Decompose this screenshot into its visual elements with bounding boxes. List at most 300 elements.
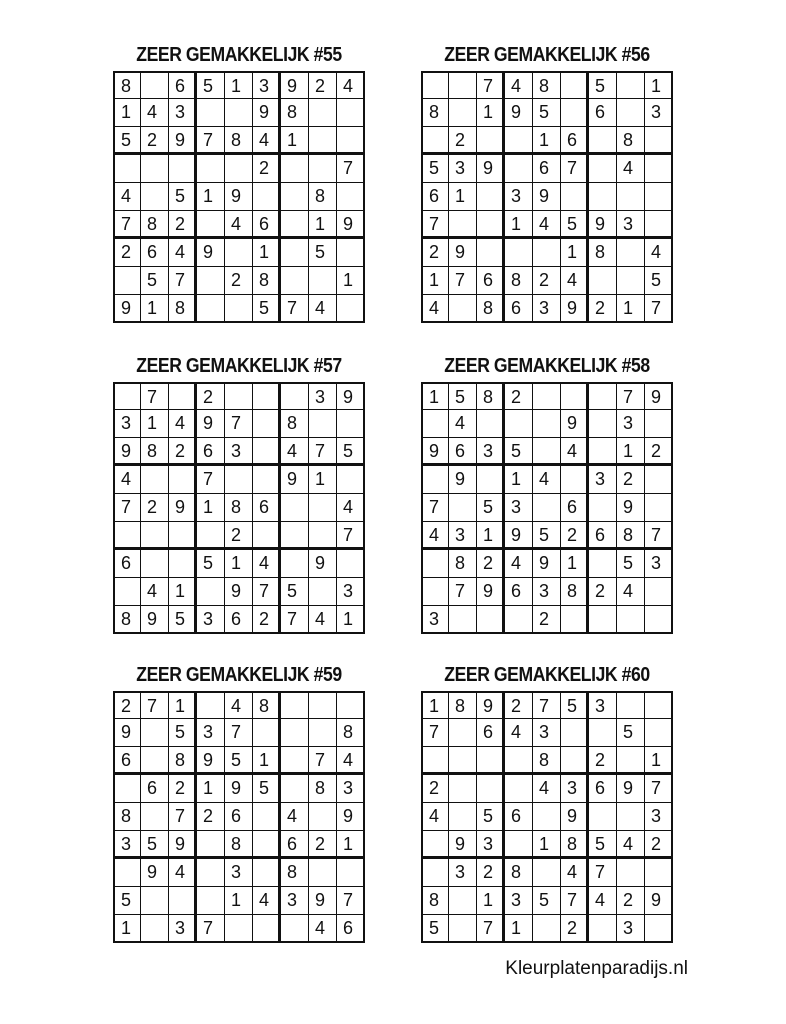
sudoku-cell[interactable] [253,859,281,887]
sudoku-cell[interactable]: 1 [337,606,365,634]
sudoku-cell[interactable] [225,239,253,267]
sudoku-cell[interactable]: 8 [113,606,141,634]
sudoku-cell[interactable] [309,719,337,747]
sudoku-cell[interactable]: 4 [113,183,141,211]
sudoku-cell[interactable]: 6 [141,239,169,267]
sudoku-cell[interactable]: 7 [281,295,309,323]
sudoku-cell[interactable]: 1 [645,71,673,99]
sudoku-cell[interactable]: 1 [141,410,169,438]
sudoku-cell[interactable] [141,887,169,915]
sudoku-cell[interactable] [477,775,505,803]
sudoku-cell[interactable]: 2 [141,127,169,155]
sudoku-cell[interactable]: 1 [197,183,225,211]
sudoku-cell[interactable] [421,831,449,859]
sudoku-cell[interactable] [141,522,169,550]
sudoku-cell[interactable]: 9 [309,887,337,915]
sudoku-cell[interactable] [449,494,477,522]
sudoku-cell[interactable]: 7 [645,775,673,803]
sudoku-cell[interactable] [281,775,309,803]
sudoku-cell[interactable]: 9 [113,438,141,466]
sudoku-cell[interactable]: 1 [225,887,253,915]
sudoku-cell[interactable] [421,71,449,99]
sudoku-cell[interactable] [645,466,673,494]
sudoku-cell[interactable]: 2 [589,295,617,323]
sudoku-cell[interactable]: 3 [477,438,505,466]
sudoku-cell[interactable]: 1 [281,127,309,155]
sudoku-cell[interactable]: 1 [169,578,197,606]
sudoku-cell[interactable]: 4 [617,578,645,606]
sudoku-cell[interactable]: 5 [197,550,225,578]
sudoku-cell[interactable] [561,747,589,775]
sudoku-cell[interactable] [141,155,169,183]
sudoku-cell[interactable]: 2 [113,691,141,719]
sudoku-cell[interactable]: 6 [561,494,589,522]
sudoku-cell[interactable]: 7 [645,295,673,323]
sudoku-cell[interactable]: 2 [477,550,505,578]
sudoku-cell[interactable]: 4 [617,831,645,859]
sudoku-cell[interactable]: 1 [337,831,365,859]
sudoku-cell[interactable]: 1 [533,127,561,155]
sudoku-cell[interactable]: 1 [505,466,533,494]
sudoku-cell[interactable] [449,747,477,775]
sudoku-cell[interactable]: 6 [113,550,141,578]
sudoku-cell[interactable]: 7 [617,382,645,410]
sudoku-cell[interactable]: 5 [449,382,477,410]
sudoku-cell[interactable]: 4 [617,155,645,183]
sudoku-cell[interactable]: 4 [533,211,561,239]
sudoku-cell[interactable]: 6 [253,211,281,239]
sudoku-cell[interactable]: 2 [253,155,281,183]
sudoku-cell[interactable]: 5 [505,438,533,466]
sudoku-cell[interactable] [281,747,309,775]
sudoku-cell[interactable] [141,71,169,99]
sudoku-cell[interactable]: 7 [281,606,309,634]
sudoku-cell[interactable]: 9 [169,494,197,522]
sudoku-cell[interactable]: 9 [169,831,197,859]
sudoku-cell[interactable]: 5 [477,494,505,522]
sudoku-cell[interactable]: 6 [253,494,281,522]
sudoku-cell[interactable]: 1 [141,295,169,323]
sudoku-cell[interactable]: 7 [477,915,505,943]
sudoku-cell[interactable]: 7 [197,915,225,943]
sudoku-cell[interactable] [281,915,309,943]
sudoku-cell[interactable] [617,239,645,267]
sudoku-cell[interactable]: 1 [449,183,477,211]
sudoku-cell[interactable] [645,859,673,887]
sudoku-cell[interactable]: 9 [337,211,365,239]
sudoku-cell[interactable]: 8 [561,831,589,859]
sudoku-cell[interactable] [253,803,281,831]
sudoku-cell[interactable]: 8 [337,719,365,747]
sudoku-cell[interactable] [589,267,617,295]
sudoku-cell[interactable]: 4 [225,211,253,239]
sudoku-cell[interactable] [281,719,309,747]
sudoku-cell[interactable] [281,522,309,550]
sudoku-cell[interactable]: 3 [169,915,197,943]
sudoku-cell[interactable]: 3 [337,578,365,606]
sudoku-cell[interactable]: 1 [561,550,589,578]
sudoku-cell[interactable]: 4 [421,803,449,831]
sudoku-cell[interactable] [113,522,141,550]
sudoku-cell[interactable]: 9 [113,719,141,747]
sudoku-cell[interactable]: 2 [617,466,645,494]
sudoku-cell[interactable]: 3 [589,466,617,494]
sudoku-cell[interactable]: 7 [337,887,365,915]
sudoku-cell[interactable]: 1 [617,438,645,466]
sudoku-cell[interactable]: 6 [141,775,169,803]
sudoku-cell[interactable]: 6 [505,803,533,831]
sudoku-cell[interactable]: 3 [505,494,533,522]
sudoku-cell[interactable]: 8 [533,747,561,775]
sudoku-cell[interactable] [645,183,673,211]
sudoku-cell[interactable] [421,127,449,155]
sudoku-cell[interactable]: 8 [477,382,505,410]
sudoku-cell[interactable] [589,183,617,211]
sudoku-cell[interactable]: 9 [197,747,225,775]
sudoku-cell[interactable]: 4 [337,747,365,775]
sudoku-cell[interactable]: 3 [645,550,673,578]
sudoku-cell[interactable]: 9 [197,239,225,267]
sudoku-cell[interactable] [253,915,281,943]
sudoku-cell[interactable]: 3 [533,578,561,606]
sudoku-cell[interactable] [617,691,645,719]
sudoku-cell[interactable]: 9 [477,691,505,719]
sudoku-cell[interactable]: 2 [533,606,561,634]
sudoku-cell[interactable]: 3 [281,887,309,915]
sudoku-cell[interactable]: 4 [533,775,561,803]
sudoku-cell[interactable] [337,295,365,323]
sudoku-cell[interactable] [169,382,197,410]
sudoku-cell[interactable] [141,550,169,578]
sudoku-cell[interactable]: 7 [197,127,225,155]
sudoku-cell[interactable]: 7 [225,410,253,438]
sudoku-cell[interactable]: 3 [253,71,281,99]
sudoku-cell[interactable]: 3 [533,295,561,323]
sudoku-cell[interactable] [309,410,337,438]
sudoku-cell[interactable]: 4 [337,71,365,99]
sudoku-cell[interactable] [505,606,533,634]
sudoku-cell[interactable] [477,239,505,267]
sudoku-cell[interactable]: 8 [169,747,197,775]
sudoku-cell[interactable] [589,155,617,183]
sudoku-cell[interactable] [645,578,673,606]
sudoku-cell[interactable]: 7 [113,211,141,239]
sudoku-cell[interactable] [421,578,449,606]
sudoku-cell[interactable] [253,719,281,747]
sudoku-cell[interactable] [477,127,505,155]
sudoku-cell[interactable]: 3 [617,915,645,943]
sudoku-cell[interactable]: 5 [337,438,365,466]
sudoku-cell[interactable]: 5 [169,719,197,747]
sudoku-cell[interactable]: 3 [533,719,561,747]
sudoku-cell[interactable]: 3 [197,606,225,634]
sudoku-cell[interactable]: 4 [281,438,309,466]
sudoku-cell[interactable]: 1 [197,494,225,522]
sudoku-cell[interactable]: 8 [225,494,253,522]
sudoku-cell[interactable] [533,410,561,438]
sudoku-cell[interactable]: 2 [253,606,281,634]
sudoku-cell[interactable] [505,775,533,803]
sudoku-cell[interactable]: 8 [421,887,449,915]
sudoku-cell[interactable]: 9 [617,494,645,522]
sudoku-cell[interactable]: 4 [141,578,169,606]
sudoku-cell[interactable] [169,550,197,578]
sudoku-cell[interactable]: 3 [449,859,477,887]
sudoku-cell[interactable] [169,887,197,915]
sudoku-cell[interactable]: 4 [309,606,337,634]
sudoku-cell[interactable]: 7 [225,719,253,747]
sudoku-cell[interactable] [253,382,281,410]
sudoku-cell[interactable]: 8 [533,71,561,99]
sudoku-cell[interactable] [309,859,337,887]
sudoku-cell[interactable] [309,127,337,155]
sudoku-cell[interactable]: 8 [309,775,337,803]
sudoku-cell[interactable] [617,267,645,295]
sudoku-cell[interactable] [561,382,589,410]
sudoku-cell[interactable]: 1 [337,267,365,295]
sudoku-cell[interactable]: 7 [449,578,477,606]
sudoku-cell[interactable] [617,803,645,831]
sudoku-cell[interactable]: 7 [337,155,365,183]
sudoku-cell[interactable] [337,550,365,578]
sudoku-cell[interactable] [253,522,281,550]
sudoku-cell[interactable]: 9 [589,211,617,239]
sudoku-cell[interactable]: 9 [477,155,505,183]
sudoku-cell[interactable]: 9 [449,466,477,494]
sudoku-cell[interactable]: 2 [169,438,197,466]
sudoku-cell[interactable] [533,382,561,410]
sudoku-cell[interactable]: 2 [645,831,673,859]
sudoku-cell[interactable]: 7 [113,494,141,522]
sudoku-cell[interactable]: 6 [589,99,617,127]
sudoku-cell[interactable]: 9 [141,606,169,634]
sudoku-cell[interactable]: 1 [533,831,561,859]
sudoku-cell[interactable]: 9 [617,775,645,803]
sudoku-cell[interactable]: 5 [421,155,449,183]
sudoku-cell[interactable] [449,803,477,831]
sudoku-cell[interactable]: 8 [169,295,197,323]
sudoku-cell[interactable]: 5 [225,747,253,775]
sudoku-cell[interactable]: 9 [561,803,589,831]
sudoku-cell[interactable] [197,211,225,239]
sudoku-cell[interactable]: 2 [225,267,253,295]
sudoku-cell[interactable]: 7 [169,267,197,295]
sudoku-cell[interactable] [197,578,225,606]
sudoku-cell[interactable]: 3 [421,606,449,634]
sudoku-cell[interactable]: 6 [169,71,197,99]
sudoku-cell[interactable] [505,747,533,775]
sudoku-cell[interactable]: 8 [141,211,169,239]
sudoku-cell[interactable] [589,803,617,831]
sudoku-cell[interactable] [337,466,365,494]
sudoku-cell[interactable] [309,267,337,295]
sudoku-cell[interactable]: 2 [169,775,197,803]
sudoku-cell[interactable]: 4 [645,239,673,267]
sudoku-cell[interactable]: 7 [421,719,449,747]
sudoku-cell[interactable] [561,466,589,494]
sudoku-cell[interactable]: 5 [421,915,449,943]
sudoku-cell[interactable] [533,494,561,522]
sudoku-cell[interactable]: 9 [645,382,673,410]
sudoku-cell[interactable]: 3 [169,99,197,127]
sudoku-cell[interactable] [505,127,533,155]
sudoku-cell[interactable] [197,859,225,887]
sudoku-cell[interactable]: 4 [337,494,365,522]
sudoku-cell[interactable]: 3 [561,775,589,803]
sudoku-cell[interactable]: 8 [421,99,449,127]
sudoku-cell[interactable]: 4 [253,550,281,578]
sudoku-cell[interactable]: 9 [449,239,477,267]
sudoku-cell[interactable]: 5 [617,719,645,747]
sudoku-cell[interactable] [617,859,645,887]
sudoku-cell[interactable] [309,522,337,550]
sudoku-cell[interactable] [281,494,309,522]
sudoku-cell[interactable]: 4 [561,859,589,887]
sudoku-cell[interactable]: 2 [169,211,197,239]
sudoku-cell[interactable]: 7 [169,803,197,831]
sudoku-cell[interactable]: 1 [253,239,281,267]
sudoku-cell[interactable]: 2 [645,438,673,466]
sudoku-cell[interactable]: 2 [113,239,141,267]
sudoku-cell[interactable] [477,183,505,211]
sudoku-cell[interactable]: 3 [309,382,337,410]
sudoku-cell[interactable]: 8 [617,127,645,155]
sudoku-cell[interactable] [645,211,673,239]
sudoku-cell[interactable] [589,719,617,747]
sudoku-cell[interactable] [309,494,337,522]
sudoku-cell[interactable]: 4 [561,267,589,295]
sudoku-cell[interactable]: 9 [253,99,281,127]
sudoku-cell[interactable] [253,183,281,211]
sudoku-cell[interactable]: 7 [253,578,281,606]
sudoku-cell[interactable]: 2 [421,775,449,803]
sudoku-cell[interactable]: 7 [561,887,589,915]
sudoku-cell[interactable]: 1 [645,747,673,775]
sudoku-cell[interactable]: 2 [309,831,337,859]
sudoku-cell[interactable] [281,691,309,719]
sudoku-cell[interactable]: 4 [533,466,561,494]
sudoku-cell[interactable]: 8 [589,239,617,267]
sudoku-cell[interactable]: 1 [225,550,253,578]
sudoku-cell[interactable] [225,466,253,494]
sudoku-cell[interactable]: 8 [477,295,505,323]
sudoku-cell[interactable]: 7 [645,522,673,550]
sudoku-cell[interactable] [309,99,337,127]
sudoku-cell[interactable]: 3 [505,887,533,915]
sudoku-cell[interactable]: 4 [253,887,281,915]
sudoku-cell[interactable]: 9 [169,127,197,155]
sudoku-cell[interactable]: 1 [169,691,197,719]
sudoku-cell[interactable] [225,295,253,323]
sudoku-cell[interactable]: 3 [645,99,673,127]
sudoku-cell[interactable]: 9 [225,775,253,803]
sudoku-cell[interactable] [589,550,617,578]
sudoku-cell[interactable] [141,719,169,747]
sudoku-cell[interactable]: 8 [253,267,281,295]
sudoku-cell[interactable]: 9 [449,831,477,859]
sudoku-cell[interactable]: 1 [113,99,141,127]
sudoku-cell[interactable]: 2 [449,127,477,155]
sudoku-cell[interactable]: 3 [617,410,645,438]
sudoku-cell[interactable] [141,466,169,494]
sudoku-cell[interactable]: 2 [617,887,645,915]
sudoku-cell[interactable]: 4 [421,522,449,550]
sudoku-cell[interactable]: 3 [225,438,253,466]
sudoku-cell[interactable]: 4 [309,295,337,323]
sudoku-cell[interactable] [281,239,309,267]
sudoku-cell[interactable] [449,915,477,943]
sudoku-cell[interactable] [281,155,309,183]
sudoku-cell[interactable] [225,382,253,410]
sudoku-cell[interactable]: 8 [449,691,477,719]
sudoku-cell[interactable] [477,466,505,494]
sudoku-cell[interactable]: 3 [449,522,477,550]
sudoku-cell[interactable]: 4 [169,410,197,438]
sudoku-cell[interactable] [617,183,645,211]
sudoku-cell[interactable] [113,775,141,803]
sudoku-cell[interactable] [477,606,505,634]
sudoku-cell[interactable] [421,747,449,775]
sudoku-cell[interactable] [561,71,589,99]
sudoku-cell[interactable]: 7 [309,438,337,466]
sudoku-cell[interactable]: 5 [617,550,645,578]
sudoku-cell[interactable] [449,211,477,239]
sudoku-cell[interactable] [449,99,477,127]
sudoku-cell[interactable]: 5 [253,295,281,323]
sudoku-cell[interactable] [449,295,477,323]
sudoku-cell[interactable]: 8 [309,183,337,211]
sudoku-cell[interactable]: 6 [281,831,309,859]
sudoku-cell[interactable]: 8 [505,267,533,295]
sudoku-cell[interactable] [309,155,337,183]
sudoku-cell[interactable]: 1 [477,522,505,550]
sudoku-cell[interactable] [477,211,505,239]
sudoku-cell[interactable]: 2 [477,859,505,887]
sudoku-cell[interactable]: 8 [141,438,169,466]
sudoku-cell[interactable] [561,606,589,634]
sudoku-cell[interactable]: 5 [561,691,589,719]
sudoku-cell[interactable]: 9 [281,466,309,494]
sudoku-cell[interactable]: 7 [533,691,561,719]
sudoku-cell[interactable] [281,550,309,578]
sudoku-cell[interactable] [561,183,589,211]
sudoku-cell[interactable]: 9 [281,71,309,99]
sudoku-cell[interactable] [645,494,673,522]
sudoku-cell[interactable] [533,915,561,943]
sudoku-cell[interactable]: 2 [561,915,589,943]
site-footer-link[interactable]: Kleurplatenparadijs.nl [505,958,688,979]
sudoku-cell[interactable] [645,691,673,719]
sudoku-cell[interactable]: 4 [169,239,197,267]
sudoku-cell[interactable] [505,155,533,183]
sudoku-cell[interactable] [281,382,309,410]
sudoku-cell[interactable] [337,127,365,155]
sudoku-cell[interactable] [449,887,477,915]
sudoku-cell[interactable]: 9 [337,803,365,831]
sudoku-cell[interactable]: 7 [309,747,337,775]
sudoku-cell[interactable] [113,859,141,887]
sudoku-cell[interactable]: 9 [113,295,141,323]
sudoku-cell[interactable]: 2 [197,803,225,831]
sudoku-cell[interactable] [477,410,505,438]
sudoku-cell[interactable]: 9 [505,99,533,127]
sudoku-cell[interactable] [589,915,617,943]
sudoku-cell[interactable] [505,239,533,267]
sudoku-cell[interactable]: 4 [449,410,477,438]
sudoku-cell[interactable] [449,71,477,99]
sudoku-cell[interactable]: 1 [309,211,337,239]
sudoku-cell[interactable] [449,606,477,634]
